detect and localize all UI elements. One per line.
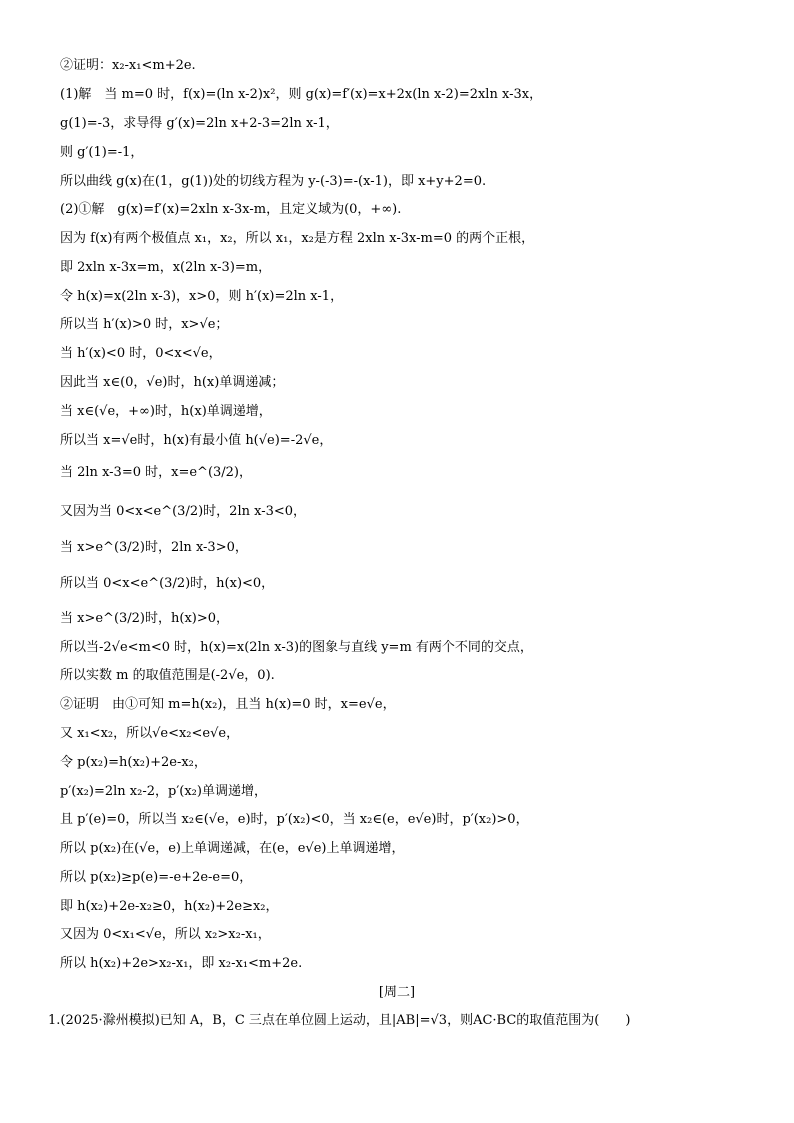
text-line: 所以 p(x₂)在(√e，e)上单调递减，在(e，e√e)上单调递增， — [60, 841, 405, 856]
text-line: 即 h(x₂)+2e-x₂≥0，h(x₂)+2e≥x₂， — [60, 899, 279, 914]
text-line: 因此当 x∈(0，√e)时，h(x)单调递减； — [60, 375, 285, 390]
text-line: ②证明 由①可知 m=h(x₂)，且当 h(x)=0 时，x=e√e， — [60, 697, 396, 712]
text-line: 当 2ln x-3=0 时，x=e^(3/2)， — [60, 465, 253, 480]
text-line: g(1)=-3，求导得 g′(x)=2ln x+2-3=2ln x-1， — [60, 116, 339, 131]
text-line: 所以当 x=√e时，h(x)有最小值 h(√e)=-2√e， — [60, 433, 333, 448]
text-line: 所以 h(x₂)+2e>x₂-x₁，即 x₂-x₁<m+2e. — [60, 956, 303, 971]
text-line: 当 x>e^(3/2)时，2ln x-3>0， — [60, 540, 248, 555]
text-line: (1)解 当 m=0 时，f(x)=(ln x-2)x²，则 g(x)=f′(x)=x+2x(ln x-2)=2xln x-3x， — [60, 87, 543, 102]
text-line: 则 g′(1)=-1， — [60, 145, 144, 160]
text-line: 所以当 h′(x)>0 时，x>√e； — [60, 317, 229, 332]
text-line: 所以实数 m 的取值范围是(-2√e，0). — [60, 668, 275, 683]
text-line: 令 h(x)=x(2ln x-3)，x>0，则 h′(x)=2ln x-1， — [60, 289, 344, 304]
text-line: 又因为当 0<x<e^(3/2)时，2ln x-3<0， — [60, 504, 307, 519]
text-line: ②证明：x₂-x₁<m+2e. — [60, 58, 196, 73]
text-line: 又因为 0<x₁<√e，所以 x₂>x₂-x₁， — [60, 927, 271, 942]
text-line: 所以当 0<x<e^(3/2)时，h(x)<0， — [60, 576, 275, 591]
text-line: 因为 f(x)有两个极值点 x₁，x₂，所以 x₁，x₂是方程 2xln x-3x-m=0 的两个正根， — [60, 231, 535, 246]
text-line: 当 x∈(√e，+∞)时，h(x)单调递增， — [60, 404, 272, 419]
text-line: 当 h′(x)<0 时，0<x<√e， — [60, 346, 222, 361]
text-line: 所以 p(x₂)≥p(e)=-e+2e-e=0， — [60, 870, 253, 885]
text-line: 令 p(x₂)=h(x₂)+2e-x₂， — [60, 755, 207, 770]
text-line: (2)①解 g(x)=f′(x)=2xln x-3x-m，且定义域为(0，+∞). — [60, 202, 402, 217]
text-line: 且 p′(e)=0，所以当 x₂∈(√e，e)时，p′(x₂)<0，当 x₂∈(e，e√e)时，p′(x₂)>0， — [60, 812, 529, 827]
text-line: 即 2xln x-3x=m，x(2ln x-3)=m， — [60, 260, 272, 275]
text-line: 所以曲线 g(x)在(1，g(1))处的切线方程为 y-(-3)=-(x-1)，即 x+y+2=0. — [60, 174, 487, 189]
question-1: 1.(2025·滁州模拟)已知 A，B，C 三点在单位圆上运动，且|AB|=√3，则AC·BC的取值范围为( ) — [48, 1013, 631, 1028]
text-line: 又 x₁<x₂，所以√e<x₂<e√e， — [60, 726, 240, 741]
text-line: 当 x>e^(3/2)时，h(x)>0， — [60, 611, 230, 626]
text-line: 所以当-2√e<m<0 时，h(x)=x(2ln x-3)的图象与直线 y=m 有两个不同的交点， — [60, 640, 533, 655]
section-title: [周二] — [378, 985, 416, 1000]
text-line: p′(x₂)=2ln x₂-2，p′(x₂)单调递增， — [60, 784, 267, 799]
